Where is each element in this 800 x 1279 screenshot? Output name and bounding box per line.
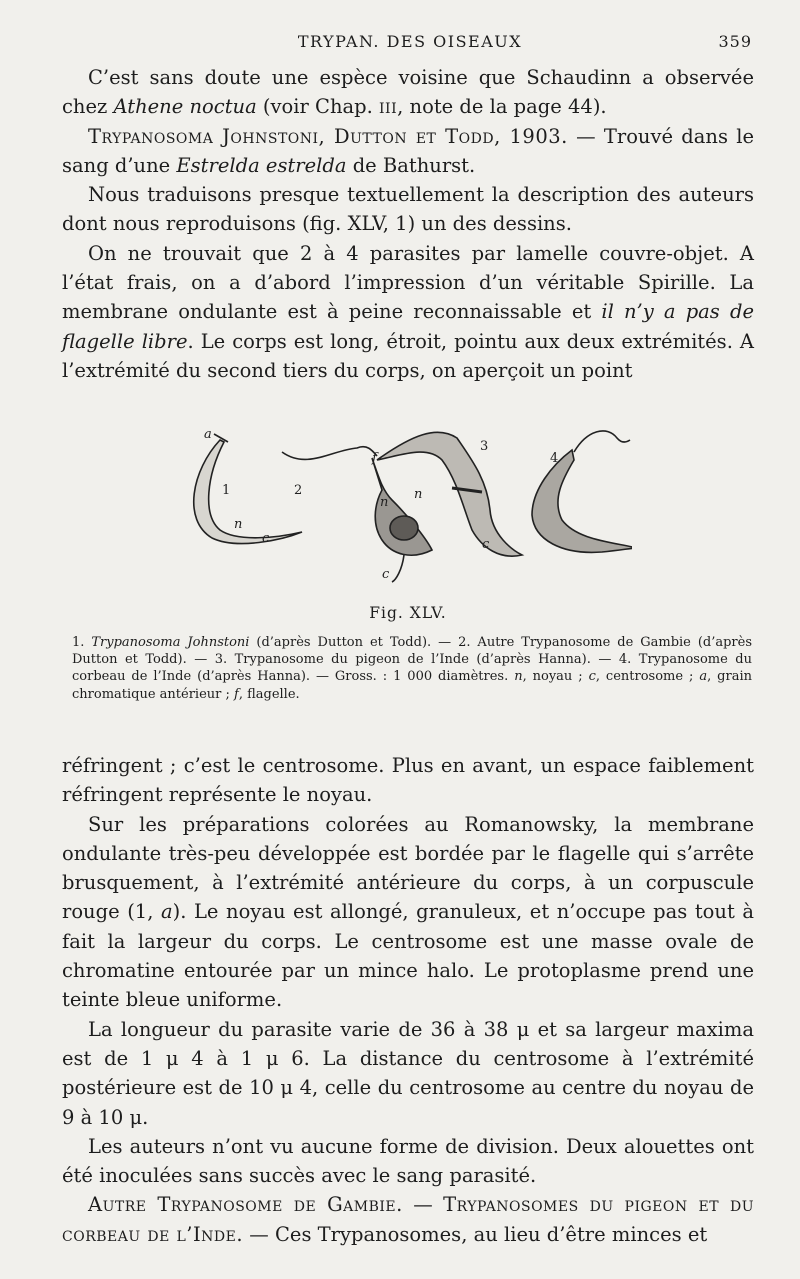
label-a: a bbox=[204, 427, 212, 442]
text-run: , noyau ; bbox=[522, 669, 589, 685]
label-2: 2 bbox=[294, 483, 303, 498]
figure-caption bbox=[72, 634, 752, 703]
species-name: Trypanosoma Johnstoni bbox=[91, 635, 250, 650]
trypanosome-4 bbox=[532, 450, 632, 552]
paragraph-schaudinn bbox=[62, 63, 754, 122]
section-johnstoni bbox=[62, 122, 754, 181]
text-run: (voir Chap. bbox=[256, 95, 380, 119]
text-block-top bbox=[62, 63, 754, 385]
text-run: , flagelle. bbox=[238, 686, 300, 702]
label-n1: n bbox=[234, 517, 243, 532]
symbol: a bbox=[160, 900, 173, 924]
trypanosome-2-flagellum bbox=[282, 447, 377, 460]
species-name: Athene noctua bbox=[113, 95, 257, 119]
species-name: Estrelda estrelda bbox=[176, 153, 347, 177]
paragraph-translation: Nous traduisons presque textuellement la description des auteurs dont nous reproduisons (fig. XLV, 1) un des dessins. bbox=[62, 183, 754, 236]
label-4: 4 bbox=[550, 451, 559, 466]
text-run: (d’après Dutton et Todd). — 2. Autre Trypanosome de Gambie (d’après Dutton et Todd). — 3. Trypanosome du pigeon de l’Inde (d’après Hanna). — 4. Trypanosome du corbeau de l’Inde (d’après Hanna). — Gross. : 1 000 diamètres. bbox=[72, 635, 752, 685]
text-run: , centrosome ; bbox=[595, 669, 700, 685]
emphasis: il n’y a pas de flagelle libre bbox=[62, 300, 754, 353]
label-c1: c bbox=[262, 531, 270, 546]
text-run: — Trouvé dans le sang d’une bbox=[62, 124, 754, 177]
section-heading: Autre Trypanosome de Gambie. bbox=[88, 1193, 403, 1217]
text-run: — Ces Trypanosomes, au lieu d’être minces et bbox=[243, 1222, 708, 1246]
paragraph-dimensions: La longueur du parasite varie de 36 à 38 μ et sa largeur maxima est de 1 μ 4 à 1 μ 6. La distance du centrosome à l’extrémité postérieure est de 10 μ 4, celle du centrosome au centre du noyau de 9 à 10 μ. bbox=[62, 1017, 754, 1129]
figure-title: Fig. XLV. bbox=[369, 604, 447, 622]
symbol: a bbox=[699, 669, 708, 685]
page-number: 359 bbox=[718, 32, 752, 51]
text-run: . Le corps est long, étroit, pointu aux deux extrémités. A l’extrémité du second tiers du corps, on aperçoit un point bbox=[62, 329, 754, 382]
label-1: 1 bbox=[222, 483, 231, 498]
text-run: On ne trouvait que 2 à 4 parasites par lamelle couvre-objet. A l’état frais, on a d’abord l’impression d’un véritable Spirille. La membrane ondulante est à peine reconnaissable et bbox=[62, 241, 754, 324]
text-run: de Bathurst. bbox=[346, 153, 476, 177]
paragraph-division: Les auteurs n’ont vu aucune forme de division. Deux alouettes ont été inoculées sans succès avec le sang parasité. bbox=[62, 1134, 754, 1188]
running-title: TRYPAN. DES OISEAUX bbox=[297, 32, 523, 51]
text-run: , note de la page 44). bbox=[397, 95, 607, 119]
text-run: C’est sans doute une espèce voisine que Schaudinn a observée chez bbox=[62, 66, 754, 119]
text-run: Sur les préparations colorées au Romanowsky, la membrane ondulante très-peu développée est bordée par le flagelle qui s’arrête brusquement, à l’extrémité antérieure du corps, à un corpuscule rouge (1, bbox=[62, 812, 754, 924]
label-n2: n bbox=[380, 495, 389, 510]
label-c2: c bbox=[382, 567, 390, 582]
label-f: f bbox=[372, 451, 377, 466]
symbol: c bbox=[588, 669, 596, 685]
section-heading: Trypanosoma Johnstoni, Dutton et Todd, 1903. bbox=[88, 124, 568, 148]
paragraph-description bbox=[62, 239, 754, 385]
paragraph-refringent: réfringent ; c’est le centrosome. Plus en avant, un espace faiblement réfringent représente le noyau. bbox=[62, 754, 754, 807]
label-n3: n bbox=[414, 487, 423, 502]
text-run: ). Le noyau est allongé, granuleux, et n’occupe pas tout à fait la largeur du corps. Le centrosome est une masse ovale de chromatine entourée par un mince halo. Le protoplasme prend une teinte bleue uniforme. bbox=[62, 900, 754, 1012]
text-block-bottom bbox=[62, 751, 754, 1249]
section-heading: Trypanosomes du pigeon et du corbeau de l’Inde. bbox=[62, 1193, 754, 1246]
section-other-trypanosomes bbox=[62, 1190, 754, 1249]
text-run: 1. bbox=[72, 635, 92, 650]
symbol: f bbox=[234, 686, 239, 702]
text-run: — bbox=[402, 1193, 444, 1217]
chapter-numeral: iii bbox=[379, 95, 398, 119]
page-header bbox=[62, 32, 758, 56]
label-c3: c bbox=[482, 537, 490, 552]
text-run: , grain chromatique antérieur ; bbox=[72, 669, 753, 702]
symbol: n bbox=[514, 669, 523, 685]
label-3: 3 bbox=[480, 439, 489, 454]
figure-xlv bbox=[62, 420, 754, 736]
trypanosome-1 bbox=[194, 440, 302, 544]
paragraph-romanowsky bbox=[62, 810, 754, 1015]
trypanosome-drawings bbox=[182, 420, 632, 600]
